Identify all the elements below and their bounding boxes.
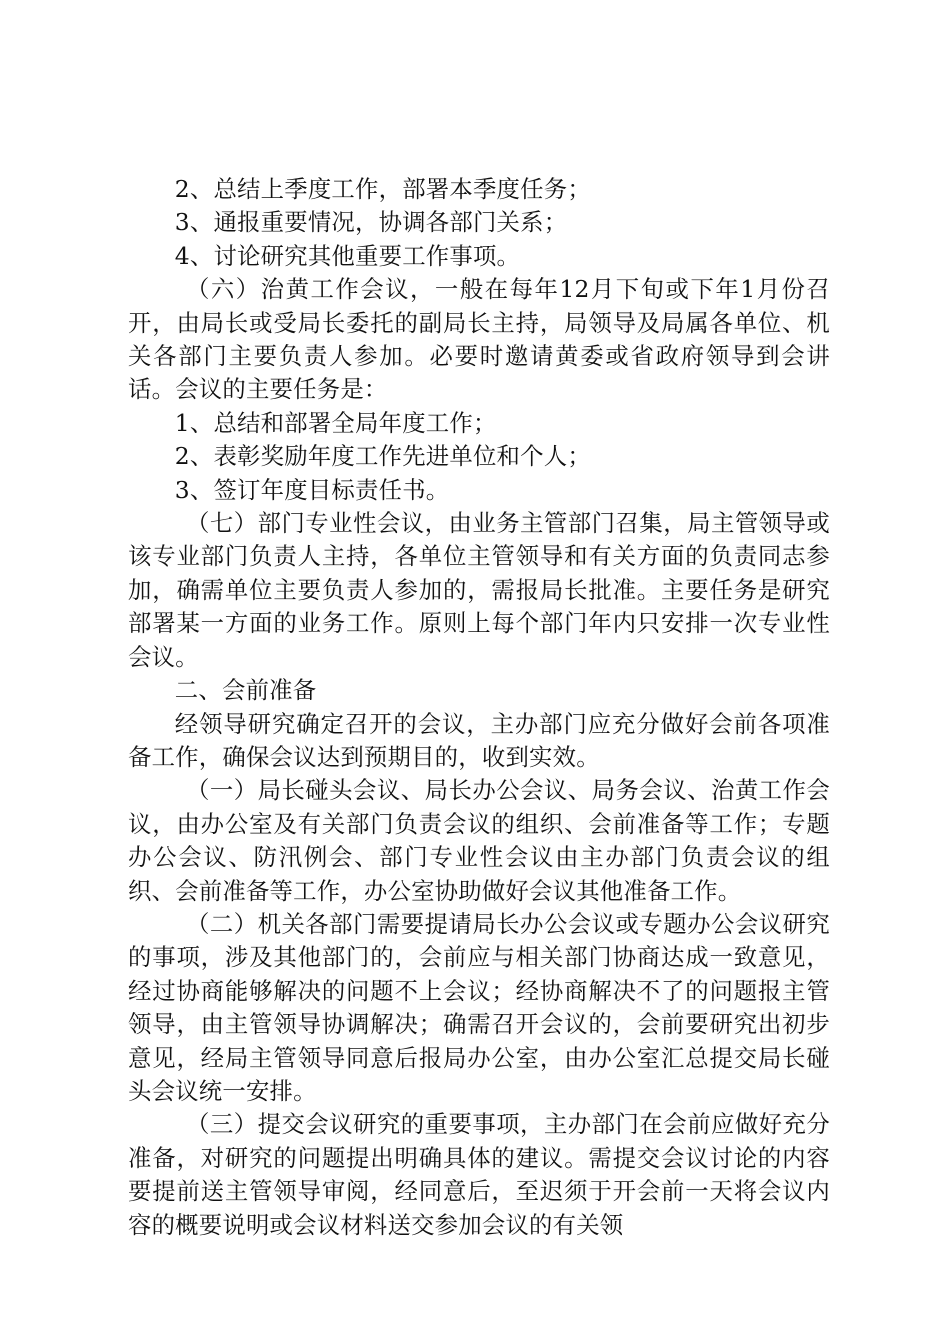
paragraph-department-meeting: （七）部门专业性会议，由业务主管部门召集，局主管领导或该专业部门负责人主持，各单位主管领导和有关方面的负责同志参加，确需单位主要负责人参加的，需报局长批准。主要任务是研究部署某一方面的业务工作。原则上每个部门年内只安排一次专业性会议。 <box>128 509 830 671</box>
list-item-commend-units: 2、表彰奖励年度工作先进单位和个人； <box>174 442 591 471</box>
paragraph-preparation-two: （二）机关各部门需要提请局长办公会议或专题办公会议研究的事项，涉及其他部门的，会前应与相关部门协商达成一致意见，经过协商能够解决的问题不上会议；经协商解决不了的问题报主管领导，由主管领导协调解决；确需召开会议的，会前要研究出初步意见，经局主管领导同意后报局办公室，由办公室汇总提交局长碰头会议统一安排。 <box>128 909 830 1105</box>
list-item-annual-work: 1、总结和部署全局年度工作； <box>174 408 497 437</box>
paragraph-preparation-intro: 经领导研究确定召开的会议，主办部门应充分做好会前各项准备工作，确保会议达到预期目的，收到实效。 <box>128 709 830 771</box>
list-item-discuss-matters: 4、讨论研究其他重要工作事项。 <box>174 241 521 270</box>
list-item-report-coordinate: 3、通报重要情况，协调各部门关系； <box>174 208 568 237</box>
list-item-summarize-quarter: 2、总结上季度工作，部署本季度任务； <box>174 175 591 203</box>
list-item-sign-targets: 3、签订年度目标责任书。 <box>174 475 450 504</box>
paragraph-yellow-river-meeting: （六）治黄工作会议，一般在每年12月下旬或下年1月份召开，由局长或受局长委托的副局长主持，局领导及局属各单位、机关各部门主要负责人参加。必要时邀请黄委或省政府领导到会讲话。会议的主要任务是： <box>128 275 830 404</box>
section-heading-preparation: 二、会前准备 <box>174 676 317 705</box>
paragraph-preparation-three: （三）提交会议研究的重要事项，主办部门在会前应做好充分准备，对研究的问题提出明确具体的建议。需提交会议讨论的内容要提前送主管领导审阅，经同意后，至迟须于开会前一天将会议内容的概要说明或会议材料送交参加会议的有关领 <box>128 1110 830 1239</box>
paragraph-preparation-one: （一）局长碰头会议、局长办公会议、局务会议、治黄工作会议，由办公室及有关部门负责会议的组织、会前准备等工作；专题办公会议、防汛例会、部门专业性会议由主办部门负责会议的组织、会前准备等工作，办公室协助做好会议其他准备工作。 <box>128 776 830 905</box>
document-body <box>128 173 830 1242</box>
